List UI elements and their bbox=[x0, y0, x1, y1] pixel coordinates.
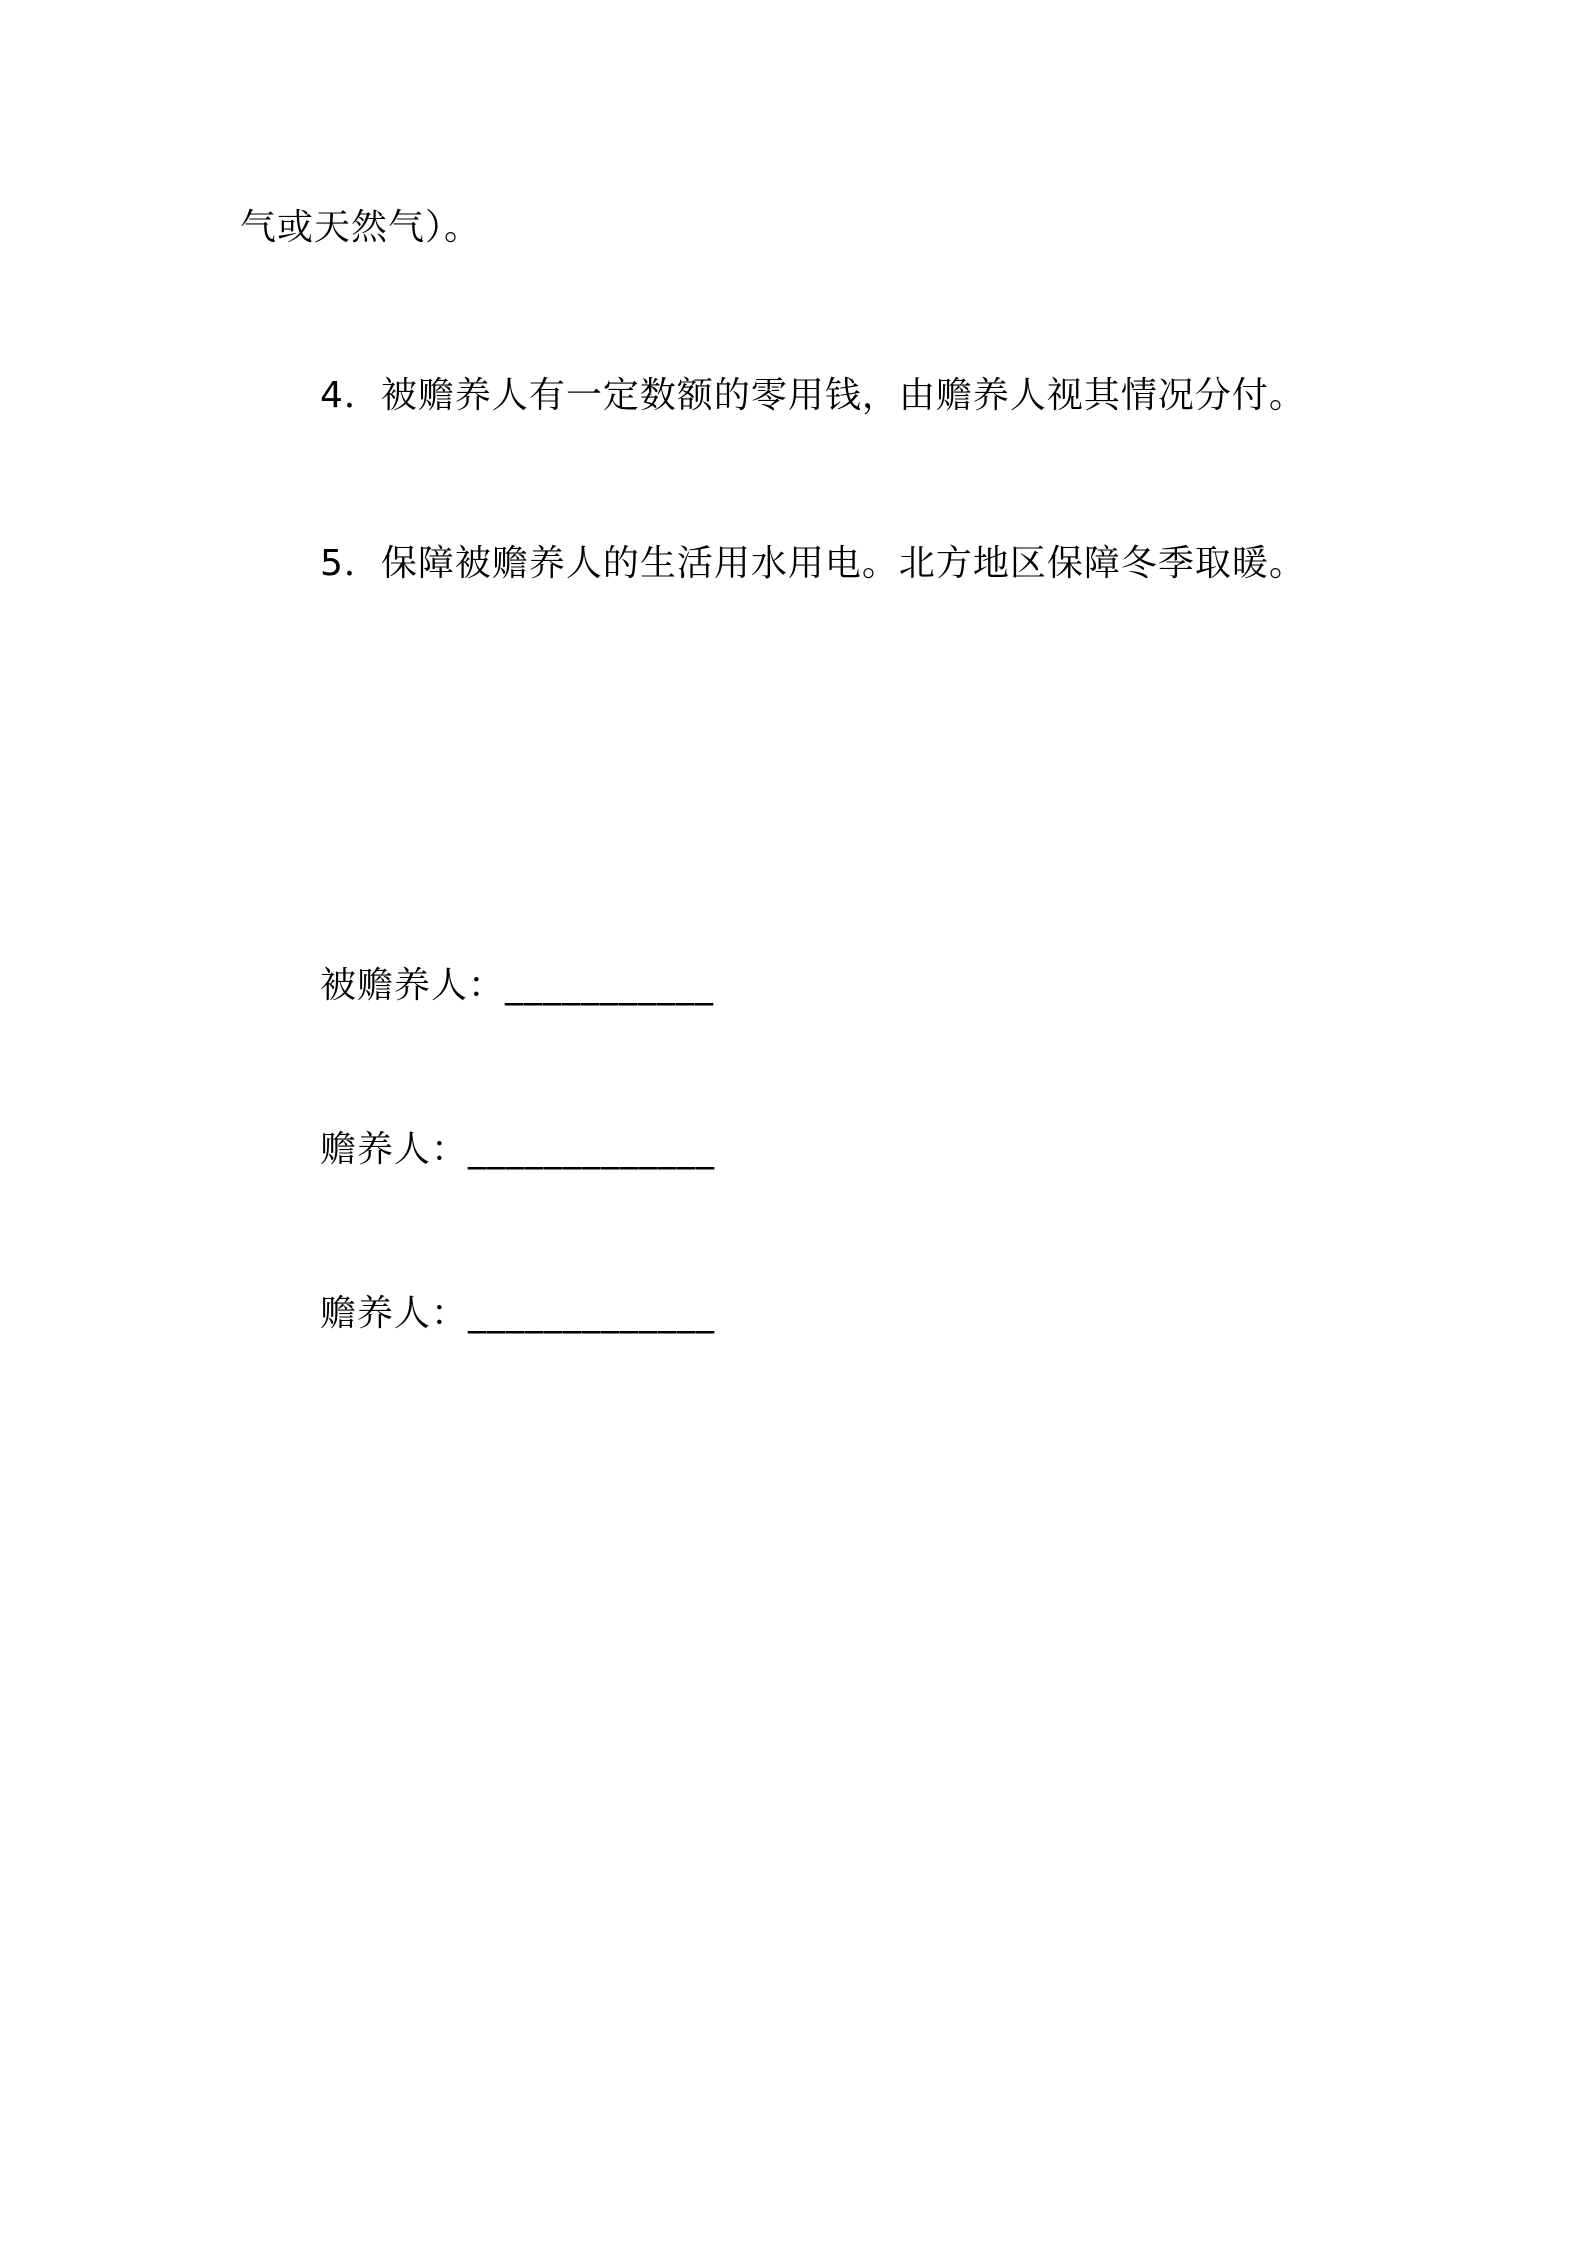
continuation-text: 气或天然气）。 bbox=[240, 207, 482, 248]
signature-line-supported-person: 被赡养人：___________ bbox=[320, 965, 715, 1006]
clause-5: 5．保障被赡养人的生活用水用电。北方地区保障冬季取暖。 bbox=[320, 543, 1306, 584]
signature-line-supporter-1: 赡养人：_____________ bbox=[320, 1129, 716, 1170]
clause-4: 4．被赡养人有一定数额的零用钱，由赡养人视其情况分付。 bbox=[320, 375, 1306, 416]
signature-line-supporter-2: 赡养人：_____________ bbox=[320, 1293, 716, 1334]
